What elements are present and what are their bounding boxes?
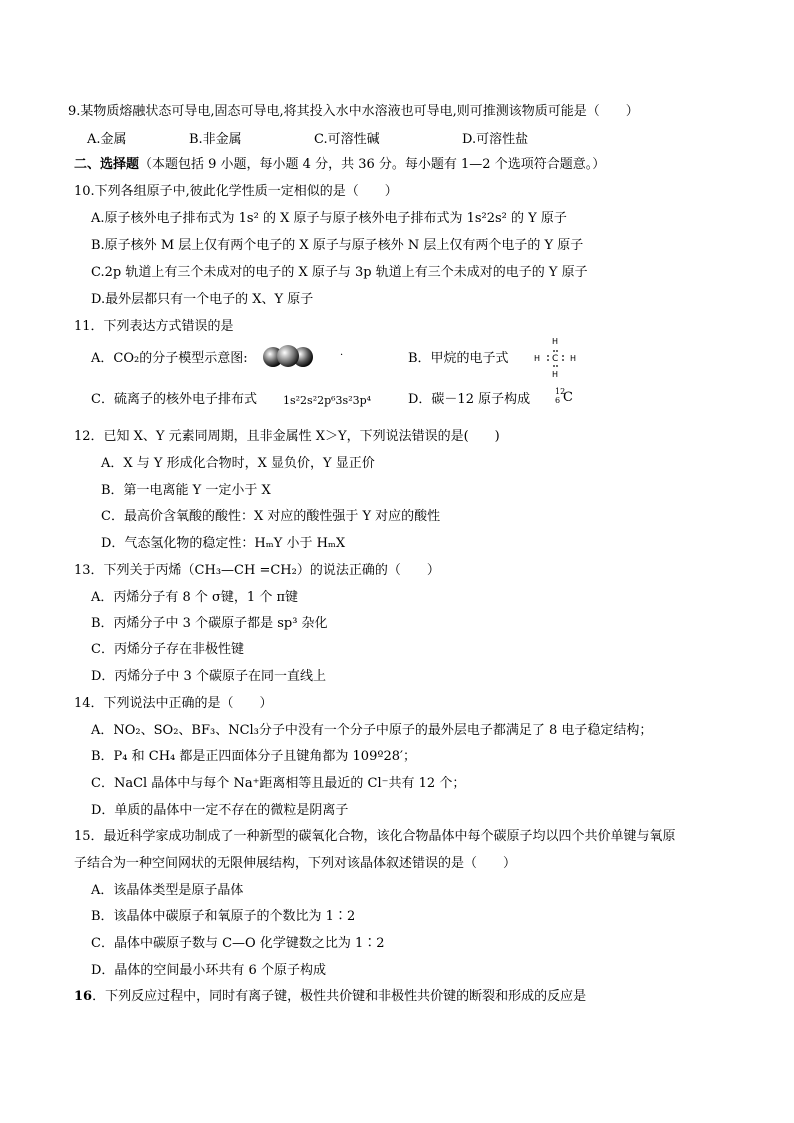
q14-option-d: D．单质的晶体中一定不存在的微粒是阴离子 — [91, 803, 349, 818]
section-title: 二、选择题 — [74, 157, 140, 172]
q13-stem: 13．下列关于丙烯（CH₃—CH =CH₂）的说法正确的（ ） — [74, 563, 440, 578]
carbon-12-nuclide — [555, 387, 585, 411]
q12-option-d: D．气态氢化物的稳定性：HₘY 小于 HₘX — [101, 536, 346, 551]
q9-stem: 9.某物质熔融状态可导电,固态可导电,将其投入水中水溶液也可导电,则可推测该物质可能是（ ） — [68, 104, 639, 119]
q11-a-prefix: A． — [91, 351, 114, 366]
q9-option-d: D.可溶性盐 — [462, 132, 529, 147]
co2-space-filling-model-icon — [262, 343, 314, 371]
nuclide-atomic-number: 6 — [555, 396, 561, 405]
q13-option-a: A．丙烯分子有 8 个 σ键，1 个 π键 — [91, 590, 299, 605]
methane-h-top: H — [552, 337, 559, 346]
q11-a-formula: CO₂ — [113, 351, 140, 366]
q14-option-a: A．NO₂、SO₂、BF₃、NCl₃分子中没有一个分子中原子的最外层电子都满足了 8 电子稳定结构； — [91, 723, 653, 738]
q12-option-a: A．X 与 Y 形成化合物时，X 显负价，Y 显正价 — [101, 456, 375, 471]
methane-c: C — [552, 354, 559, 364]
q15-option-c: C．晶体中碳原子数与 C—O 化学键数之比为 1∶2 — [91, 936, 385, 951]
q13-option-c: C．丙烯分子存在非极性键 — [91, 642, 244, 657]
q9-option-a: A.金属 — [87, 132, 127, 147]
q15-stem-line1: 15．最近科学家成功制成了一种新型的碳氧化合物，该化合物晶体中每个碳原子均以四个共价单键与氧原 — [74, 829, 676, 844]
q11-a-text: 的分子模型示意图: — [139, 351, 248, 366]
q11-c-config: 1s²2s²2p⁶3s²3p⁴ — [283, 394, 372, 407]
q16-text: ．下列反应过程中，同时有离子键，极性共价键和非极性共价键的断裂和形成的反应是 — [92, 989, 587, 1004]
stray-dot: · — [340, 350, 344, 361]
q16-stem — [74, 988, 586, 1006]
q11-stem: 11．下列表达方式错误的是 — [74, 319, 234, 334]
q12-option-c: C．最高价含氧酸的酸性：X 对应的酸性强于 Y 对应的酸性 — [101, 509, 441, 524]
nuclide-mass-number: 12 — [555, 387, 566, 396]
q15-option-a: A．该晶体类型是原子晶体 — [91, 883, 244, 898]
q11-option-d: D．碳－12 原子构成 — [408, 392, 531, 407]
methane-h-bottom: H — [552, 370, 559, 378]
q13-option-d: D．丙烯分子中 3 个碳原子在同一直线上 — [91, 669, 326, 684]
q9-option-c: C.可溶性碱 — [314, 132, 380, 147]
q10-option-b: B.原子核外 M 层上仅有两个电子的 X 原子与原子核外 N 层上仅有两个电子的 Y 原子 — [91, 238, 584, 253]
q15-stem-line2: 子结合为一种空间网状的无限伸展结构，下列对该晶体叙述错误的是（ ） — [74, 856, 517, 871]
q10-option-d: D.最外层都只有一个电子的 X、Y 原子 — [91, 292, 314, 307]
methane-lewis-structure-icon — [530, 334, 580, 378]
q10-option-c: C.2p 轨道上有三个未成对的电子的 X 原子与 3p 轨道上有三个未成对的电子的 Y 原子 — [91, 265, 588, 280]
q11-option-a — [91, 350, 248, 368]
q12-stem: 12．已知 X、Y 元素同周期，且非金属性 X＞Y，下列说法错误的是( ) — [74, 429, 500, 444]
q10-option-a: A.原子核外电子排布式为 1s² 的 X 原子与原子核外电子排布式为 1s²2s² 的 Y 原子 — [91, 211, 567, 226]
section-header — [74, 156, 605, 174]
methane-h-left: H — [534, 354, 541, 363]
q9-option-b: B.非金属 — [189, 132, 242, 147]
q14-stem: 14．下列说法中正确的是（ ） — [74, 696, 273, 711]
nuclide-symbol: C — [563, 390, 573, 405]
q14-option-c: C．NaCl 晶体中与每个 Na⁺距离相等且最近的 Cl⁻共有 12 个； — [91, 776, 466, 791]
q10-stem: 10.下列各组原子中,彼此化学性质一定相似的是（ ） — [74, 184, 398, 199]
q16-number: 16 — [74, 989, 93, 1004]
methane-h-right: H — [570, 354, 577, 363]
section-description: （本题包括 9 小题，每小题 4 分，共 36 分。每小题有 1—2 个选项符合题意。） — [139, 157, 606, 172]
q11-option-c: C．硫离子的核外电子排布式 — [91, 392, 257, 407]
q15-option-b: B．该晶体中碳原子和氧原子的个数比为 1∶2 — [91, 909, 356, 924]
q11-option-b: B．甲烷的电子式 — [408, 351, 509, 366]
q15-option-d: D．晶体的空间最小环共有 6 个原子构成 — [91, 963, 326, 978]
q14-option-b: B．P₄ 和 CH₄ 都是正四面体分子且键角都为 109º28′； — [91, 749, 416, 764]
q12-option-b: B．第一电离能 Y 一定小于 X — [101, 483, 271, 498]
q13-option-b: B．丙烯分子中 3 个碳原子都是 sp³ 杂化 — [91, 616, 328, 631]
